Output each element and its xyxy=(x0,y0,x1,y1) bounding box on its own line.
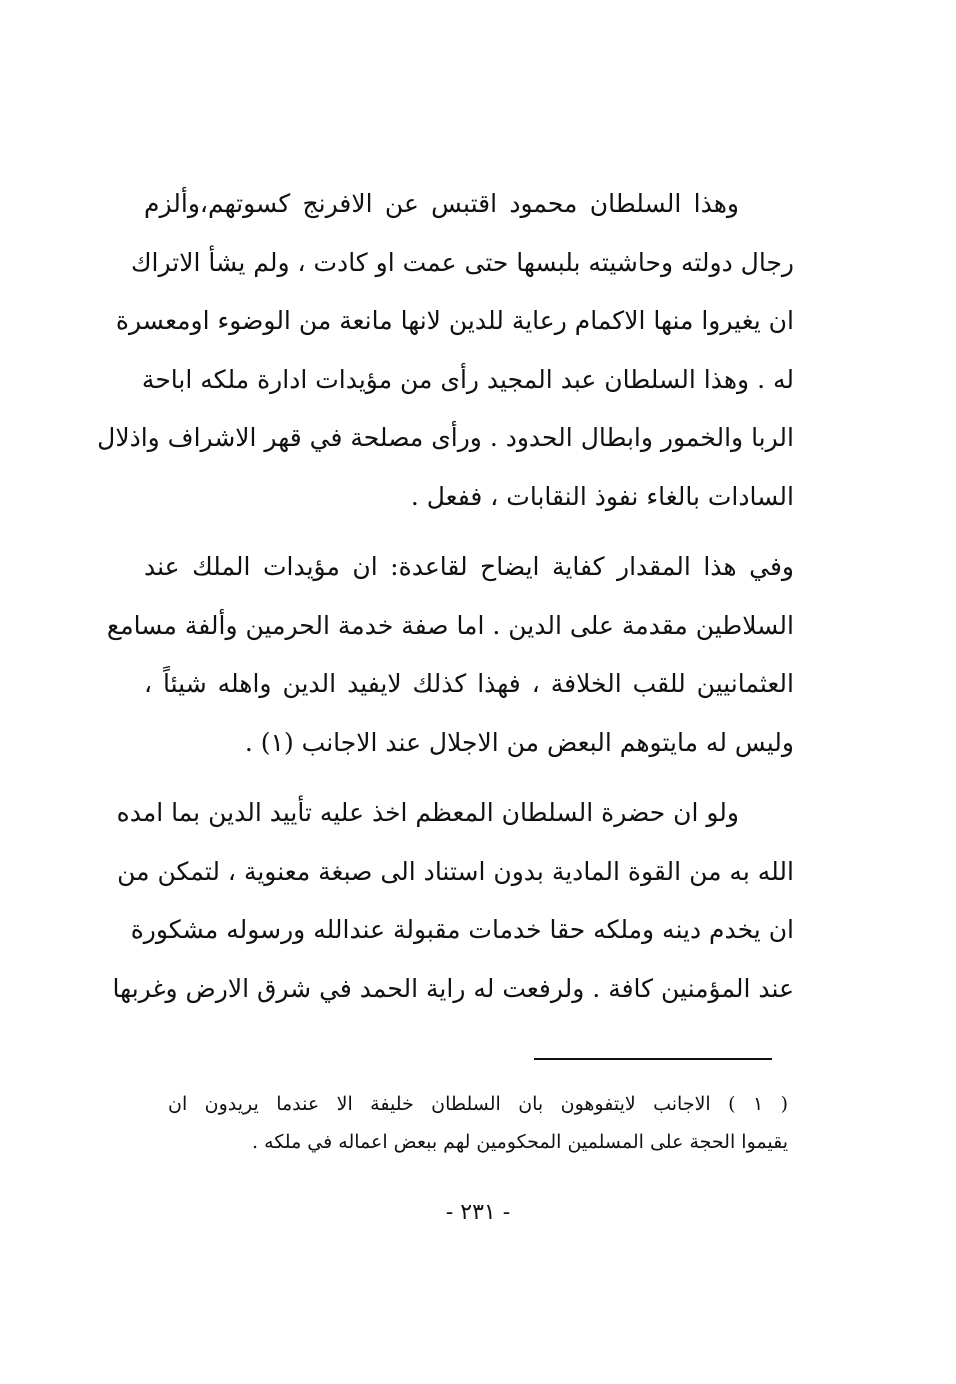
text-line: الله به من القوة المادية بدون استناد الى صبغة معنوية ، لتمكن من xyxy=(117,856,794,886)
footnote-line: ( ١ ) الاجانب لايتفوهون بان السلطان خليفة الا عندما يريدون ان xyxy=(168,1093,788,1115)
paragraph-3 xyxy=(112,784,794,1018)
text-line: ان يغيروا منها الاكمام رعاية للدين لانها مانعة من الوضوء اومعسرة xyxy=(115,306,794,335)
text-line: العثمانيين للقب الخلافة ، فهذا كذلك لايفيد الدين واهله شيئاً ، xyxy=(144,669,794,698)
footnote xyxy=(168,1085,788,1161)
main-text xyxy=(97,175,794,1018)
text-line: السلاطين مقدمة على الدين . اما صفة خدمة الحرمين وألفة مسامع xyxy=(106,610,794,640)
paragraph-2 xyxy=(106,538,794,772)
text-line: الربا والخمور وابطال الحدود . ورأى مصلحة في قهر الاشراف واذلال xyxy=(97,423,794,452)
footnote-separator xyxy=(534,1058,772,1060)
text-line: ولو ان حضرة السلطان المعظم اخذ عليه تأييد الدين بما امده xyxy=(116,798,739,827)
page-number: - ٢٣١ - xyxy=(445,1200,511,1225)
text-line: رجال دولته وحاشيته بلبسها حتى عمت او كادت ، ولم يشأ الاتراك xyxy=(130,247,794,277)
text-line: وفي هذا المقدار كفاية ايضاح لقاعدة: ان مؤيدات الملك عند xyxy=(144,552,794,581)
text-line: السادات بالغاء نفوذ النقابات ، ففعل . xyxy=(410,481,794,511)
paragraph-gap xyxy=(144,772,794,784)
text-line: وليس له مايتوهم البعض من الاجلال عند الاجانب (١) . xyxy=(244,727,794,757)
text-line: وهذا السلطان محمود اقتبس عن الافرنج كسوتهم،وألزم xyxy=(144,189,739,218)
paragraph-1 xyxy=(97,175,794,526)
text-line: عند المؤمنين كافة . ولرفعت له راية الحمد في شرق الارض وغربها xyxy=(112,973,794,1003)
footnote-line: يقيموا الحجة على المسلمين المحكومين لهم ببعض اعماله في ملكه . xyxy=(252,1131,788,1153)
text-line: ان يخدم دينه وملكه حقا خدمات مقبولة عندالله ورسوله مشكورة xyxy=(130,915,794,944)
text-line: له . وهذا السلطان عبد المجيد رأى من مؤيدات ادارة ملكه اباحة xyxy=(141,364,794,394)
paragraph-gap xyxy=(144,526,794,538)
